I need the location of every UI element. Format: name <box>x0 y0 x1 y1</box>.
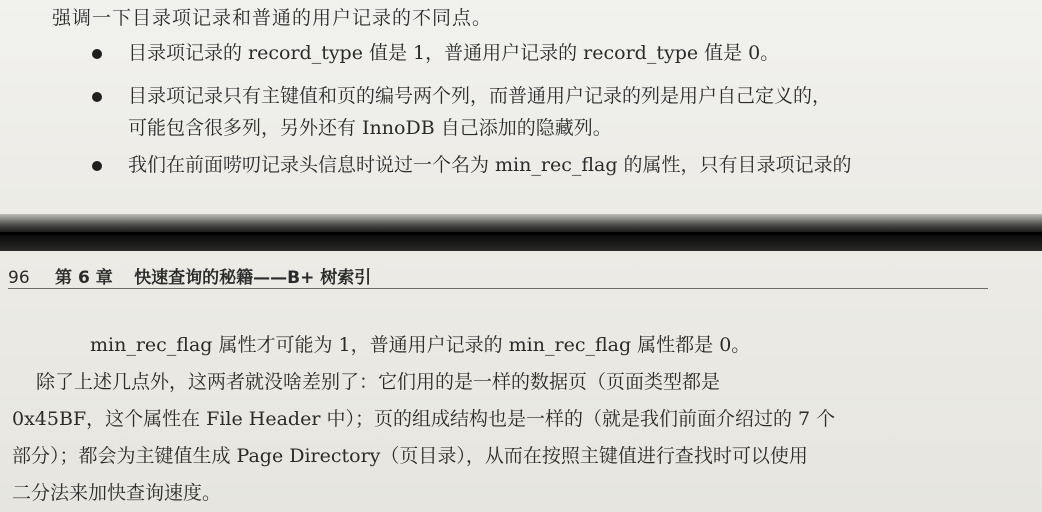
paragraph-line: 除了上述几点外，这两者就没啥差别了：它们用的是一样的数据页（页面类型都是 <box>36 371 721 393</box>
paragraph-line: 部分）；都会为主键值生成 Page Directory（页目录），从而在按照主键值进行查找时可以使用 <box>12 445 808 467</box>
paragraph-line: 0x45BF，这个属性在 File Header 中）；页的组成结构也是一样的（就是我们前面介绍过的 7 个 <box>12 408 836 430</box>
bullet-dot-icon <box>92 161 102 171</box>
bullet-text: 目录项记录只有主键值和页的编号两个列，而普通用户记录的列是用户自己定义的， <box>128 85 832 107</box>
paragraph-line: 二分法来加快查询速度。 <box>12 482 222 504</box>
bullet-dot-icon <box>92 49 102 59</box>
bullet-text: 目录项记录的 record_type 值是 1，普通用户记录的 record_type 值是 0。 <box>128 42 780 64</box>
bullet-item <box>110 37 1040 69</box>
paragraph <box>0 364 1042 512</box>
page-number: 96 <box>8 268 30 288</box>
intro-text: 强调一下目录项记录和普通的用户记录的不同点。 <box>52 7 493 29</box>
header-rule <box>8 288 988 289</box>
paragraph-line: min_rec_flag 属性才可能为 1，普通用户记录的 min_rec_flag 属性都是 0。 <box>90 334 751 356</box>
bullet-item <box>110 149 1040 181</box>
chapter-title: 快速查询的秘籍——B+ 树索引 <box>134 268 372 288</box>
bullet-text-continuation: 可能包含很多列，另外还有 InnoDB 自己添加的隐藏列。 <box>128 117 612 139</box>
running-header <box>8 263 371 288</box>
bullet-item <box>110 80 1040 144</box>
bullet-text: 我们在前面唠叨记录头信息时说过一个名为 min_rec_flag 的属性，只有目录项记录的 <box>128 154 852 176</box>
chapter-label: 第 6 章 <box>55 268 113 288</box>
bullet-dot-icon <box>92 92 102 102</box>
lower-page <box>0 251 1042 512</box>
paragraph <box>0 327 1042 364</box>
page-binding-divider <box>0 214 1042 251</box>
upper-page <box>0 0 1042 214</box>
